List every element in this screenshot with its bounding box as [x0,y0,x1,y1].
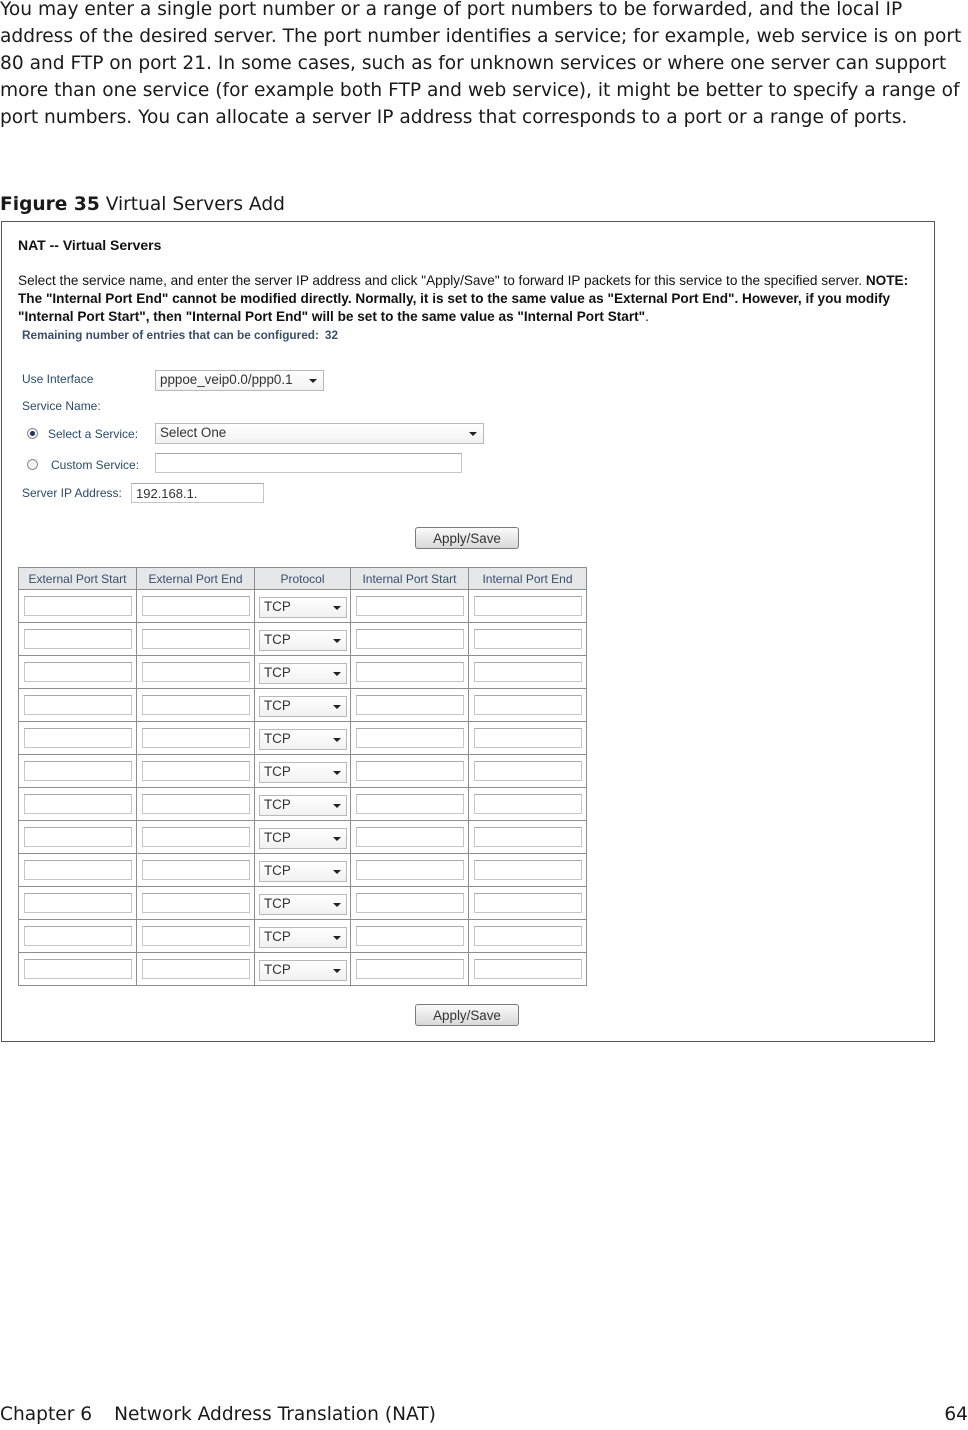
table-cell [469,887,587,920]
protocol-select[interactable] [259,762,347,783]
internal-port-end-input[interactable] [474,860,582,880]
internal-port-end-input[interactable] [474,662,582,682]
internal-port-end-input[interactable] [474,629,582,649]
figure-caption [0,191,285,218]
table-cell [351,854,469,887]
table-row [19,722,587,755]
note-end: . [645,309,649,324]
internal-port-start-input[interactable] [356,761,464,781]
table-cell [137,590,255,623]
table-row [19,623,587,656]
table-header-row [19,568,587,590]
column-header: Internal Port Start [351,568,469,590]
table-cell [137,821,255,854]
internal-port-end-input[interactable] [474,827,582,847]
internal-port-start-input[interactable] [356,596,464,616]
table-cell [351,722,469,755]
custom-service-radio[interactable] [27,459,38,470]
internal-port-start-input[interactable] [356,662,464,682]
chevron-down-icon [309,379,317,383]
table-cell [19,887,137,920]
protocol-value: TCP [264,665,291,680]
protocol-value: TCP [264,698,291,713]
column-header: Internal Port End [469,568,587,590]
table-cell [351,887,469,920]
port-table [18,567,587,986]
table-cell [351,788,469,821]
external-port-end-input[interactable] [142,860,250,880]
figure-label: Figure 35 [0,194,100,215]
table-cell [351,590,469,623]
external-port-start-input[interactable] [24,893,132,913]
figure-title: Virtual Servers Add [105,194,285,215]
internal-port-end-input[interactable] [474,695,582,715]
internal-port-end-input[interactable] [474,728,582,748]
remaining-entries [22,328,338,342]
external-port-end-input[interactable] [142,794,250,814]
external-port-start-input[interactable] [24,695,132,715]
table-cell [255,788,351,821]
table-cell [19,590,137,623]
table-row [19,821,587,854]
select-service-radio[interactable] [27,428,38,439]
table-cell [19,854,137,887]
internal-port-end-input[interactable] [474,926,582,946]
table-cell [351,953,469,986]
table-row [19,590,587,623]
table-cell [469,920,587,953]
table-cell [137,854,255,887]
external-port-end-input[interactable] [142,827,250,847]
table-cell [19,656,137,689]
external-port-start-input[interactable] [24,959,132,979]
chevron-down-icon [333,969,341,973]
chevron-down-icon [333,936,341,940]
table-cell [19,788,137,821]
chapter-title: Network Address Translation (NAT) [114,1404,436,1425]
table-cell [469,722,587,755]
external-port-end-input[interactable] [142,695,250,715]
external-port-start-input[interactable] [24,761,132,781]
internal-port-start-input[interactable] [356,926,464,946]
table-cell [137,689,255,722]
custom-service-input[interactable] [155,453,462,473]
protocol-select[interactable] [259,630,347,651]
table-row [19,887,587,920]
protocol-value: TCP [264,962,291,977]
external-port-end-input[interactable] [142,629,250,649]
chevron-down-icon [333,705,341,709]
table-row [19,920,587,953]
select-service-dropdown[interactable] [155,423,484,444]
protocol-value: TCP [264,797,291,812]
table-cell [469,854,587,887]
column-header: External Port End [137,568,255,590]
table-cell [255,590,351,623]
table-cell [255,656,351,689]
chevron-down-icon [333,639,341,643]
table-cell [19,821,137,854]
internal-port-end-input[interactable] [474,596,582,616]
external-port-end-input[interactable] [142,662,250,682]
table-cell [351,689,469,722]
table-cell [469,755,587,788]
internal-port-start-input[interactable] [356,893,464,913]
protocol-value: TCP [264,929,291,944]
table-cell [351,755,469,788]
internal-port-start-input[interactable] [356,959,464,979]
internal-port-start-input[interactable] [356,794,464,814]
table-cell [137,722,255,755]
apply-save-button-bottom[interactable]: Apply/Save [415,1004,519,1026]
table-cell [469,656,587,689]
table-cell [19,722,137,755]
external-port-end-input[interactable] [142,959,250,979]
table-cell [255,623,351,656]
protocol-value: TCP [264,764,291,779]
apply-save-button[interactable]: Apply/Save [415,527,519,549]
use-interface-label: Use Interface [22,372,94,386]
description-note: NOTE: The "Internal Port End" cannot be modified directly. Normally, it is set to the same value as "External Port End". However, if you modify "Internal Port Start", then "Internal Port End" will be set to the same value as "Internal Port Start" [18,273,909,324]
table-cell [255,887,351,920]
remaining-count: 32 [324,328,339,342]
table-cell [255,920,351,953]
table-cell [19,623,137,656]
table-cell [137,623,255,656]
table-cell [19,920,137,953]
column-header: External Port Start [19,568,137,590]
custom-service-label: Custom Service: [51,458,140,472]
chevron-down-icon [333,837,341,841]
protocol-select[interactable] [259,597,347,618]
external-port-start-input[interactable] [24,860,132,880]
table-cell [255,854,351,887]
use-interface-select[interactable] [155,370,324,391]
table-cell [137,920,255,953]
table-row [19,953,587,986]
table-cell [351,821,469,854]
page-number: 64 [944,1404,968,1425]
chevron-down-icon [333,903,341,907]
table-cell [255,755,351,788]
table-cell [351,656,469,689]
select-service-value: Select One [160,425,227,440]
internal-port-end-input[interactable] [474,761,582,781]
server-ip-input[interactable] [131,483,264,503]
protocol-select[interactable] [259,828,347,849]
table-cell [469,821,587,854]
page-footer [0,1404,436,1425]
external-port-end-input[interactable] [142,728,250,748]
use-interface-value: pppoe_veip0.0/ppp0.1 [160,372,293,387]
table-cell [351,920,469,953]
chapter-number: Chapter 6 [0,1404,93,1425]
table-cell [255,953,351,986]
external-port-start-input[interactable] [24,629,132,649]
protocol-value: TCP [264,896,291,911]
port-table-body [19,590,587,986]
protocol-select[interactable] [259,861,347,882]
protocol-value: TCP [264,731,291,746]
internal-port-end-input[interactable] [474,959,582,979]
table-cell [19,689,137,722]
table-cell [469,689,587,722]
chevron-down-icon [333,771,341,775]
protocol-value: TCP [264,632,291,647]
protocol-select[interactable] [259,663,347,684]
page-description [18,272,918,326]
server-ip-label: Server IP Address: [22,486,122,500]
chevron-down-icon [333,738,341,742]
virtual-servers-screenshot [1,221,935,1042]
external-port-start-input[interactable] [24,926,132,946]
table-cell [137,755,255,788]
protocol-select[interactable] [259,927,347,948]
external-port-end-input[interactable] [142,761,250,781]
table-cell [19,755,137,788]
table-cell [469,590,587,623]
table-row [19,689,587,722]
internal-port-start-input[interactable] [356,827,464,847]
table-cell [19,953,137,986]
external-port-start-input[interactable] [24,794,132,814]
external-port-end-input[interactable] [142,596,250,616]
protocol-value: TCP [264,599,291,614]
chevron-down-icon [333,672,341,676]
external-port-start-input[interactable] [24,827,132,847]
column-header: Protocol [255,568,351,590]
select-service-label: Select a Service: [48,427,139,441]
protocol-value: TCP [264,863,291,878]
table-row [19,854,587,887]
remaining-label: Remaining number of entries that can be configured: [22,328,319,342]
table-cell [469,953,587,986]
chevron-down-icon [333,804,341,808]
protocol-select[interactable] [259,696,347,717]
external-port-start-input[interactable] [24,596,132,616]
external-port-end-input[interactable] [142,926,250,946]
internal-port-start-input[interactable] [356,860,464,880]
page-title: NAT -- Virtual Servers [18,237,162,253]
chevron-down-icon [333,606,341,610]
internal-port-end-input[interactable] [474,794,582,814]
internal-port-end-input[interactable] [474,893,582,913]
external-port-start-input[interactable] [24,662,132,682]
table-cell [137,656,255,689]
protocol-select[interactable] [259,795,347,816]
internal-port-start-input[interactable] [356,629,464,649]
external-port-end-input[interactable] [142,893,250,913]
table-cell [255,722,351,755]
table-row [19,656,587,689]
protocol-select[interactable] [259,729,347,750]
description-text: Select the service name, and enter the server IP address and click "Apply/Save" to forward IP packets for this service to the specified server. [18,273,863,288]
table-cell [469,788,587,821]
table-cell [255,689,351,722]
table-row [19,788,587,821]
table-cell [469,623,587,656]
table-cell [137,887,255,920]
table-cell [137,788,255,821]
table-cell [137,953,255,986]
internal-port-start-input[interactable] [356,728,464,748]
intro-paragraph: You may enter a single port number or a range of port numbers to be forwarded, and the local IP address of the desired server. The port number identifies a service; for example, web service is on port 80 and FTP on port 21. In some cases, such as for unknown services or where one server can support more than one service (for example both FTP and web service), it might be better to specify a range of port numbers. You can allocate a server IP address that corresponds to a port or a range of ports. [0,0,962,128]
protocol-select[interactable] [259,894,347,915]
table-cell [255,821,351,854]
protocol-select[interactable] [259,960,347,981]
chevron-down-icon [333,870,341,874]
table-row [19,755,587,788]
internal-port-start-input[interactable] [356,695,464,715]
external-port-start-input[interactable] [24,728,132,748]
protocol-value: TCP [264,830,291,845]
table-cell [351,623,469,656]
chevron-down-icon [469,432,477,436]
service-name-label: Service Name: [22,399,101,413]
